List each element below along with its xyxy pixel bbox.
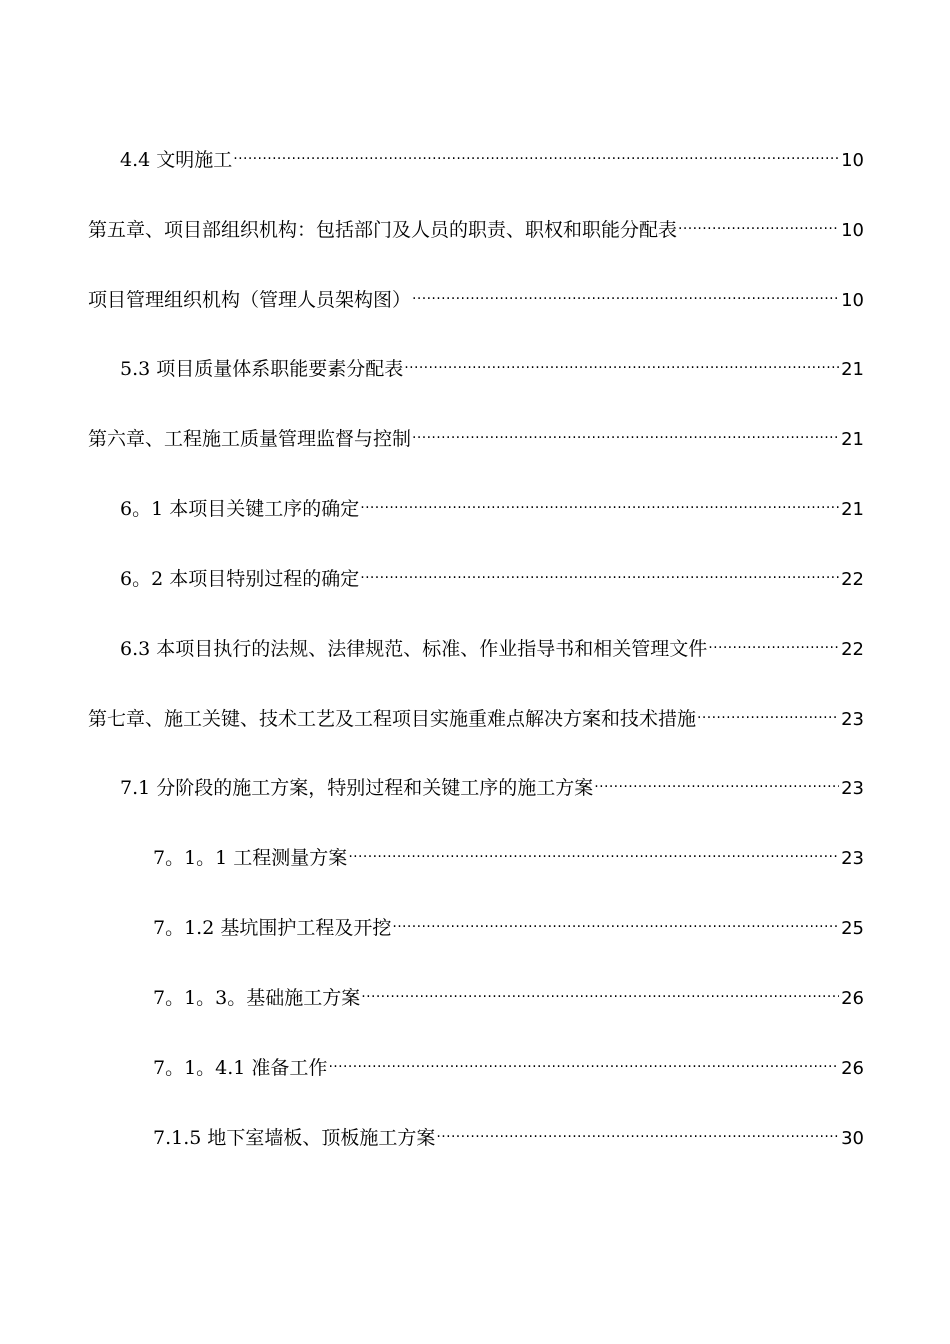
toc-entry-title: 7.1.5 地下室墙板、顶板施工方案 xyxy=(153,1127,436,1149)
dot-leader xyxy=(360,485,839,515)
dot-leader xyxy=(361,974,839,1004)
dot-leader xyxy=(436,1114,839,1144)
toc-entry-page: 26 xyxy=(841,988,864,1009)
toc-entry-title: 7.1 分阶段的施工方案，特别过程和关键工序的施工方案 xyxy=(120,777,594,799)
toc-entry-title: 4.4 文明施工 xyxy=(120,149,233,171)
toc-entry-title: 7。1。4.1 准备工作 xyxy=(153,1057,328,1079)
toc-entry-page: 26 xyxy=(841,1058,864,1079)
toc-entry-title: 6。2 本项目特别过程的确定 xyxy=(120,568,360,590)
dot-leader xyxy=(697,695,839,725)
toc-entry[interactable] xyxy=(88,276,864,311)
toc-entry[interactable] xyxy=(153,1114,864,1149)
toc-entry-title: 第七章、施工关键、技术工艺及工程项目实施重难点解决方案和技术措施 xyxy=(88,708,697,730)
toc-entry[interactable] xyxy=(153,1044,864,1079)
toc-entry-page: 21 xyxy=(841,429,864,450)
dot-leader xyxy=(328,1044,839,1074)
toc-entry[interactable] xyxy=(153,834,864,869)
toc-entry-page: 10 xyxy=(841,290,864,311)
toc-entry-page: 22 xyxy=(841,639,864,660)
toc-entry[interactable] xyxy=(153,974,864,1009)
dot-leader xyxy=(348,834,839,864)
toc-entry-page: 21 xyxy=(841,499,864,520)
toc-entry-page: 21 xyxy=(841,359,864,380)
toc-entry[interactable] xyxy=(120,555,864,590)
dot-leader xyxy=(404,345,839,375)
toc-entry-page: 10 xyxy=(841,220,864,241)
toc-entry-page: 22 xyxy=(841,569,864,590)
toc-entry-title: 第五章、项目部组织机构：包括部门及人员的职责、职权和职能分配表 xyxy=(88,219,678,241)
toc-entry-title: 5.3 项目质量体系职能要素分配表 xyxy=(120,358,404,380)
toc-entry-page: 10 xyxy=(841,150,864,171)
toc-entry[interactable] xyxy=(88,206,864,241)
dot-leader xyxy=(678,206,839,236)
dot-leader xyxy=(708,625,839,655)
toc-entry[interactable] xyxy=(120,485,864,520)
toc-entry-title: 第六章、工程施工质量管理监督与控制 xyxy=(88,428,412,450)
toc-entry-title: 6.3 本项目执行的法规、法律规范、标准、作业指导书和相关管理文件 xyxy=(120,638,708,660)
toc-entry-page: 23 xyxy=(841,778,864,799)
toc-entry-page: 25 xyxy=(841,918,864,939)
toc-entry-title: 6。1 本项目关键工序的确定 xyxy=(120,498,360,520)
dot-leader xyxy=(233,136,839,166)
toc-entry-page: 23 xyxy=(841,848,864,869)
toc-entry[interactable] xyxy=(120,136,864,171)
toc-entry[interactable] xyxy=(120,345,864,380)
dot-leader xyxy=(412,415,839,445)
toc-entry[interactable] xyxy=(88,415,864,450)
toc-entry[interactable] xyxy=(120,764,864,799)
dot-leader xyxy=(392,904,839,934)
dot-leader xyxy=(594,764,839,794)
dot-leader xyxy=(412,276,839,306)
toc-entry[interactable] xyxy=(88,695,864,730)
dot-leader xyxy=(360,555,839,585)
toc-entry-page: 23 xyxy=(841,709,864,730)
toc-entry[interactable] xyxy=(153,904,864,939)
toc-entry-title: 7。1。3。基础施工方案 xyxy=(153,987,361,1009)
toc-entry-page: 30 xyxy=(841,1128,864,1149)
toc-entry-title: 项目管理组织机构（管理人员架构图） xyxy=(88,289,412,311)
toc-entry-title: 7。1。1 工程测量方案 xyxy=(153,847,348,869)
toc-entry-title: 7。1.2 基坑围护工程及开挖 xyxy=(153,917,392,939)
toc-entry[interactable] xyxy=(120,625,864,660)
